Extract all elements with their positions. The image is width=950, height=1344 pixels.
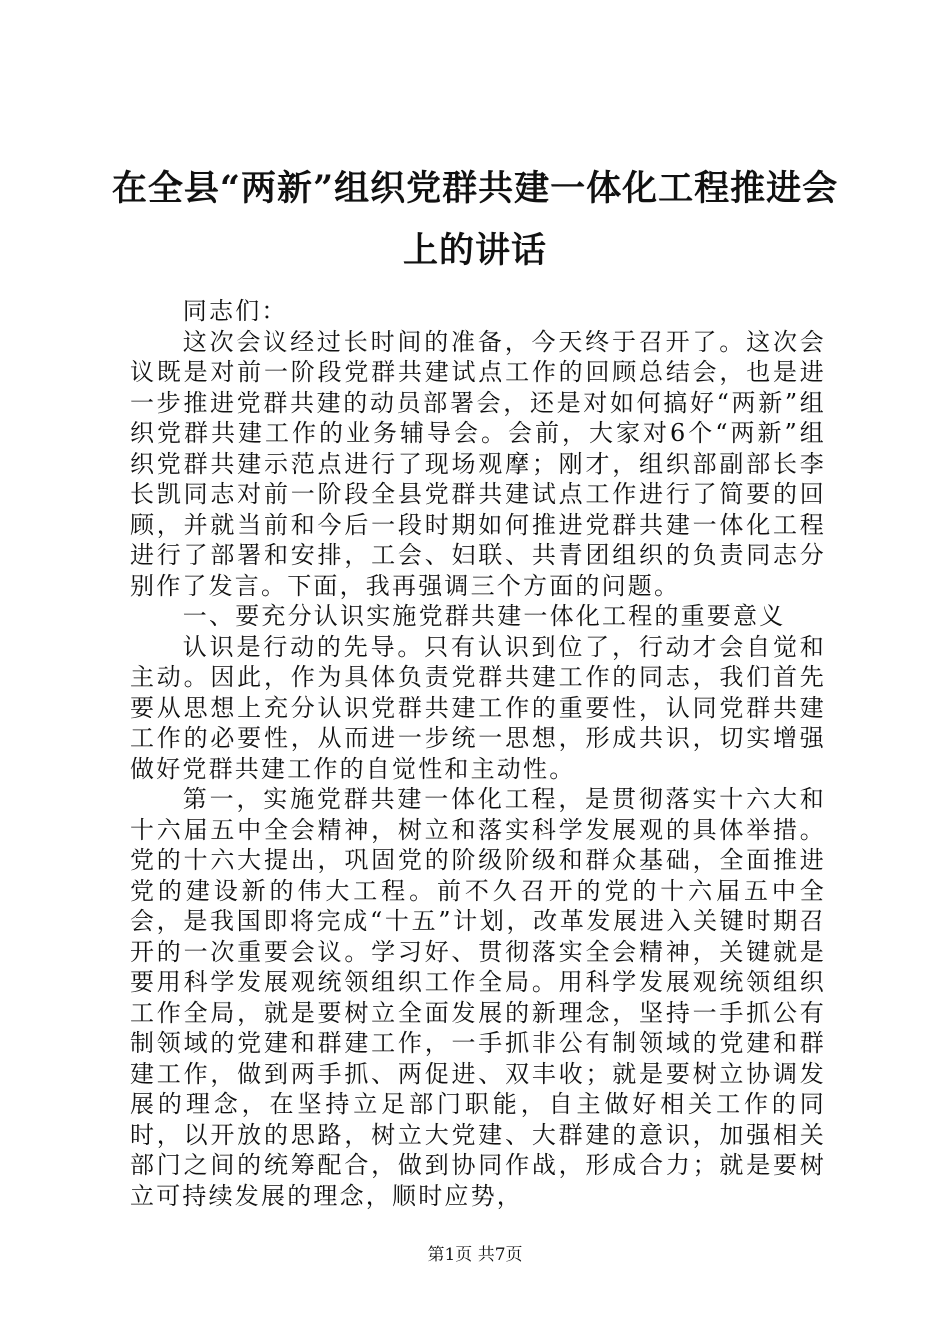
section-heading: 一、要充分认识实施党群共建一体化工程的重要意义 [182, 602, 786, 630]
document-title: 在全县“两新”组织党群共建一体化工程推进会上的讲话 [111, 168, 839, 271]
page-footer: 第1页 共7页 [427, 1245, 523, 1265]
paragraph: 这次会议经过长时间的准备，今天终于召开了。这次会议既是对前一阶段党群共建试点工作的回顾总结会，也是进一步推进党群共建的动员部署会，还是对如何搞好“两新”组织党群共建工作的业务辅导会。会前，大家对6个“两新”组织党群共建示范点进行了现场观摩；刚才，组织部副部长李长凯同志对前一阶段全县党群共建试点工作进行了简要的回顾，并就当前和今后一段时期如何推进党群共建一体化工程进行了部署和安排，工会、妇联、共青团组织的负责同志分别作了发言。下面，我再强调三个方面的问题。 [130, 327, 826, 600]
document-body [130, 296, 826, 1211]
salutation: 同志们： [182, 297, 288, 325]
paragraph: 第一，实施党群共建一体化工程，是贯彻落实十六大和十六届五中全会精神，树立和落实科学发展观的具体举措。党的十六大提出，巩固党的阶级阶级和群众基础，全面推进党的建设新的伟大工程。前不久召开的党的十六届五中全会，是我国即将完成“十五”计划，改革发展进入关键时期召开的一次重要会议。学习好、贯彻落实全会精神，关键就是要用科学发展观统领组织工作全局。用科学发展观统领组织工作全局，就是要树立全面发展的新理念，坚持一手抓公有制领域的党建和群建工作，一手抓非公有制领域的党建和群建工作，做到两手抓、两促进、双丰收；就是要树立协调发展的理念，在坚持立足部门职能，自主做好相关工作的同时，以开放的思路，树立大党建、大群建的意识，加强相关部门之间的统筹配合，做到协同作战，形成合力；就是要树立可持续发展的理念，顺时应势， [130, 785, 826, 1210]
paragraph: 认识是行动的先导。只有认识到位了，行动才会自觉和主动。因此，作为具体负责党群共建工作的同志，我们首先要从思想上充分认识党群共建工作的重要性，认同党群共建工作的必要性，从而进一步统一思想，形成共识，切实增强做好党群共建工作的自觉性和主动性。 [130, 632, 826, 783]
